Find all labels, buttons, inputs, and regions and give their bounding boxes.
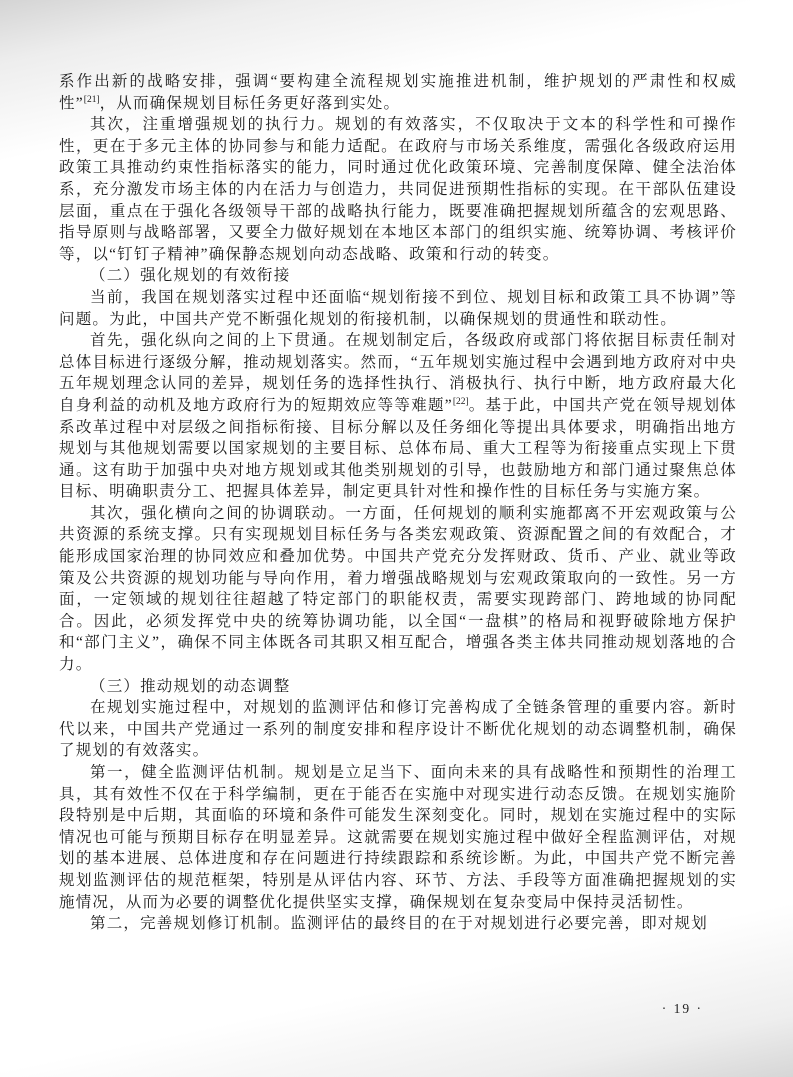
body-paragraph [59,330,737,503]
body-paragraph: 第二，完善规划修订机制。监测评估的最终目的在于对规划进行必要完善，即对规划 [90,915,708,933]
page-number: · 19 · [661,1001,703,1016]
paragraph-text: ，从而确保规划目标任务更好落到实处。 [99,94,401,112]
paragraph-text: 首先，强化纵向之间的上下贯通。在规划制定后，各级政府或部门将依据目标责任制对总体目标进行逐级分解，推动规划落实。然而，“五年规划实施过程中会遇到地方政府对中央五年规划理念认同的差异，规划任务的选择性执行、消极执行、执行中断，地方政府最大化自身利益的动机及地方政府行为的短期效应等等难题” [59,332,737,414]
document-page [59,71,737,935]
section-heading-3: （三）推动规划的动态调整 [90,677,291,695]
body-paragraph [59,71,737,114]
paragraph-text: 系作出新的战略安排，强调“要构建全流程规划实施推进机制，维护规划的严肃性和权威性” [59,73,737,112]
body-paragraph: 在规划实施过程中，对规划的监测评估和修订完善构成了全链条管理的重要内容。新时代以来，中国共产党通过一系列的制度安排和程序设计不断优化规划的动态调整机制，确保了规划的有效落实。 [59,699,737,760]
paragraph-text: 。基于此，中国共产党在领导规划体系改革过程中对层级之间指标衔接、目标分解以及任务细化等提出具体要求，明确指出地方规划与其他规划需要以国家规划的主要目标、总体布局、重大工程等为衔接重点实现上下贯通。这有助于加强中央对地方规划或其他类别规划的引导，也鼓励地方和部门通过聚焦总体目标、明确职责分工、把握具体差异，制定更具针对性和操作性的目标任务与实施方案。 [59,396,737,501]
body-paragraph: 当前，我国在规划落实过程中还面临“规划衔接不到位、规划目标和政策工具不协调”等问题。为此，中国共产党不断强化规划的衔接机制，以确保规划的贯通性和联动性。 [59,288,737,328]
body-text-column [59,71,737,935]
section-heading-2: （二）强化规划的有效衔接 [90,267,291,285]
body-paragraph: 第一，健全监测评估机制。规划是立足当下、面向未来的具有战略性和预期性的治理工具，其有效性不仅在于科学编制，更在于能否在实施中对现实进行动态反馈。在规划实施阶段特别是中后期，其面临的环境和条件可能发生深刻变化。同时，规划在实施过程中的实际情况也可能与预期目标存在明显差异。这就需要在规划实施过程中做好全程监测评估，对规划的基本进展、总体进度和存在问题进行持续跟踪和系统诊断。为此，中国共产党不断完善规划监测评估的规范框架，特别是从评估内容、环节、方法、手段等方面准确把握规划的实施情况，从而为必要的调整优化提供坚实支撑，确保规划在复杂变局中保持灵活韧性。 [59,764,737,911]
body-paragraph: 其次，注重增强规划的执行力。规划的有效落实，不仅取决于文本的科学性和可操作性，更在于多元主体的协同参与和能力适配。在政府与市场关系维度，需强化各级政府运用政策工具推动约束性指标落实的能力，同时通过优化政策环境、完善制度保障、健全法治体系，充分激发市场主体的内在活力与创造力，共同促进预期性指标的实现。在干部队伍建设层面，重点在于强化各级领导干部的战略执行能力，既要准确把握规划所蕴含的宏观思路、指导原则与战略部署，又要全力做好规划在本地区本部门的组织实施、统筹协调、考核评价等，以“钉钉子精神”确保静态规划向动态战略、政策和行动的转变。 [59,116,737,263]
citation-ref-22: [22] [452,396,469,407]
citation-ref-21: [21] [83,94,100,105]
body-paragraph: 其次，强化横向之间的协调联动。一方面，任何规划的顺利实施都离不开宏观政策与公共资源的系统支撑。只有实现规划目标任务与各类宏观政策、资源配置之间的有效配合，才能形成国家治理的协同效应和叠加优势。中国共产党充分发挥财政、货币、产业、就业等政策及公共资源的规划功能与导向作用，着力增强战略规划与宏观政策取向的一致性。另一方面，一定领域的规划往往超越了特定部门的职能权责，需要实现跨部门、跨地域的协同配合。因此，必须发挥党中央的统筹协调功能，以全国“一盘棋”的格局和视野破除地方保护和“部门主义”，确保不同主体既各司其职又相互配合，增强各类主体共同推动规划落地的合力。 [59,504,737,674]
